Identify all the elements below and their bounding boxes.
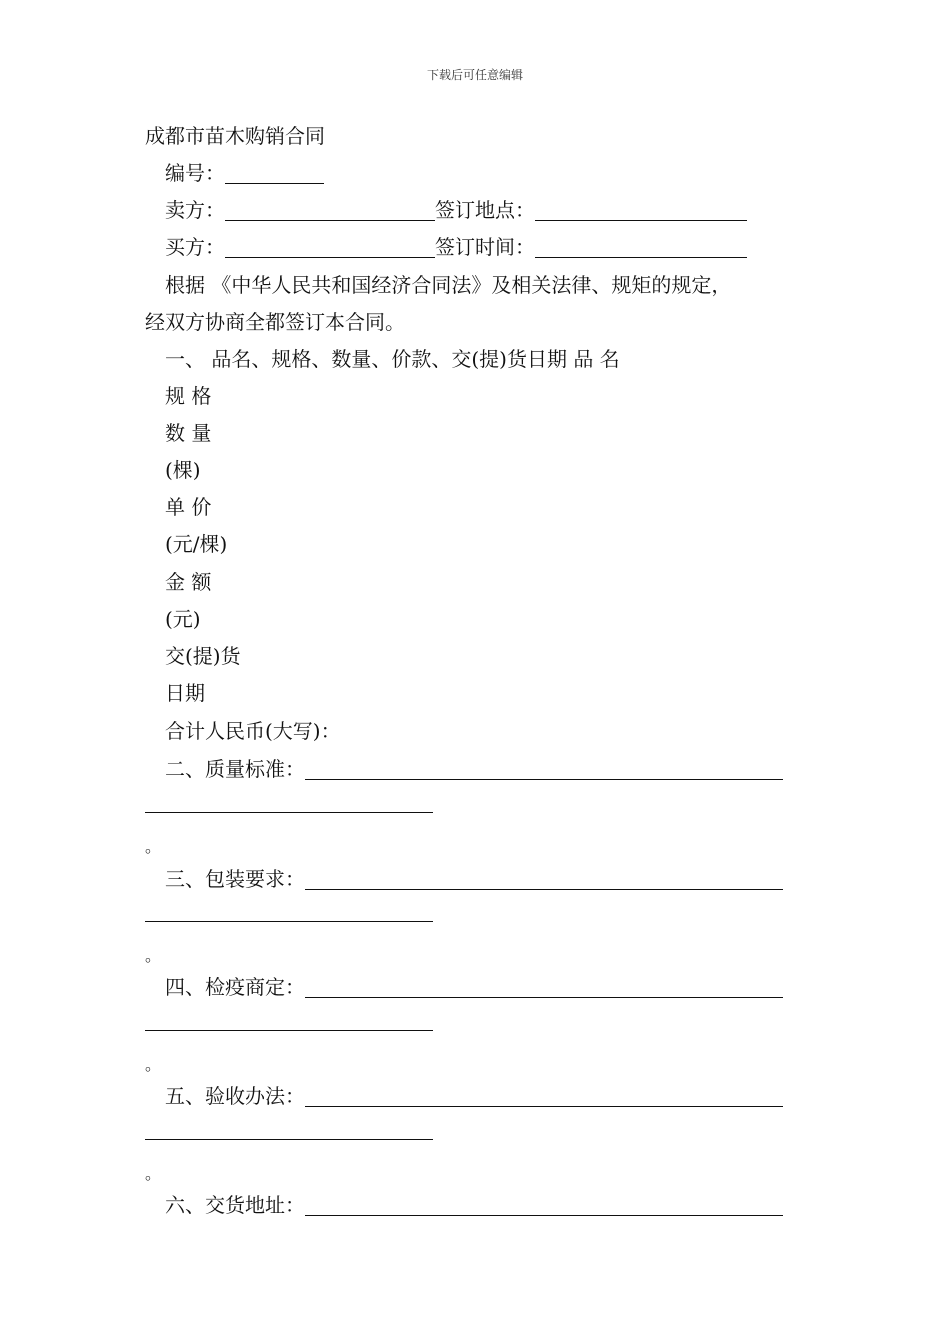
table-field-spec: 规 格 bbox=[165, 384, 212, 408]
document-title: 成都市苗木购销合同 bbox=[145, 124, 325, 148]
section-6-row bbox=[165, 1192, 783, 1218]
section-4-label: 四、检疫商定： bbox=[165, 975, 305, 999]
section-2-continuation-blank[interactable] bbox=[145, 812, 433, 813]
section-3-row bbox=[165, 866, 783, 892]
seller-blank[interactable] bbox=[225, 200, 435, 221]
buyer-row bbox=[165, 234, 747, 260]
sign-place-blank[interactable] bbox=[535, 200, 747, 221]
seller-row bbox=[165, 197, 747, 223]
buyer-label: 买方： bbox=[165, 235, 225, 259]
sign-time-label: 签订时间： bbox=[435, 235, 535, 259]
section-6-blank[interactable] bbox=[305, 1195, 783, 1216]
section-4-end-mark: 。 bbox=[145, 1055, 162, 1074]
section-6-label: 六、交货地址： bbox=[165, 1193, 305, 1217]
preamble-line-1: 根据 《中华人民共和国经济合同法》及相关法律、规矩的规定， bbox=[165, 273, 732, 297]
section-2-end-mark: 。 bbox=[145, 837, 162, 856]
table-field-amount-unit: (元) bbox=[165, 607, 201, 631]
section-2-row bbox=[165, 756, 783, 782]
table-field-date: 日期 bbox=[165, 681, 205, 705]
section-3-end-mark: 。 bbox=[145, 946, 162, 965]
section-2-blank[interactable] bbox=[305, 759, 783, 780]
section-3-label: 三、包装要求： bbox=[165, 867, 305, 891]
section-5-end-mark: 。 bbox=[145, 1164, 162, 1183]
section-3-blank[interactable] bbox=[305, 869, 783, 890]
section-5-row bbox=[165, 1083, 783, 1109]
table-field-quantity: 数 量 bbox=[165, 421, 212, 445]
table-field-quantity-unit: (棵) bbox=[165, 458, 201, 482]
page-header: 下载后可任意编辑 bbox=[426, 68, 523, 82]
number-label: 编号： bbox=[165, 161, 225, 185]
section-3-continuation-blank[interactable] bbox=[145, 921, 433, 922]
seller-label: 卖方： bbox=[165, 198, 225, 222]
section-5-continuation-blank[interactable] bbox=[145, 1139, 433, 1140]
number-blank[interactable] bbox=[225, 163, 324, 184]
section-1-title: 一、 品名、规格、数量、价款、交(提)货日期 品 名 bbox=[165, 347, 620, 371]
number-row bbox=[165, 160, 324, 186]
buyer-blank[interactable] bbox=[225, 237, 435, 258]
sign-place-label: 签订地点： bbox=[435, 198, 535, 222]
table-field-delivery: 交(提)货 bbox=[165, 644, 241, 668]
section-4-row bbox=[165, 974, 783, 1000]
section-2-label: 二、质量标准： bbox=[165, 757, 305, 781]
section-4-continuation-blank[interactable] bbox=[145, 1030, 433, 1031]
table-field-amount: 金 额 bbox=[165, 570, 212, 594]
table-field-unit-price: 单 价 bbox=[165, 495, 212, 519]
section-5-blank[interactable] bbox=[305, 1086, 783, 1107]
section-4-blank[interactable] bbox=[305, 977, 783, 998]
preamble-line-2: 经双方协商全都签订本合同。 bbox=[145, 310, 405, 334]
total-label: 合计人民币(大写)： bbox=[165, 719, 341, 743]
table-field-unit-price-unit: (元/棵) bbox=[165, 532, 228, 556]
sign-time-blank[interactable] bbox=[535, 237, 747, 258]
section-5-label: 五、验收办法： bbox=[165, 1084, 305, 1108]
